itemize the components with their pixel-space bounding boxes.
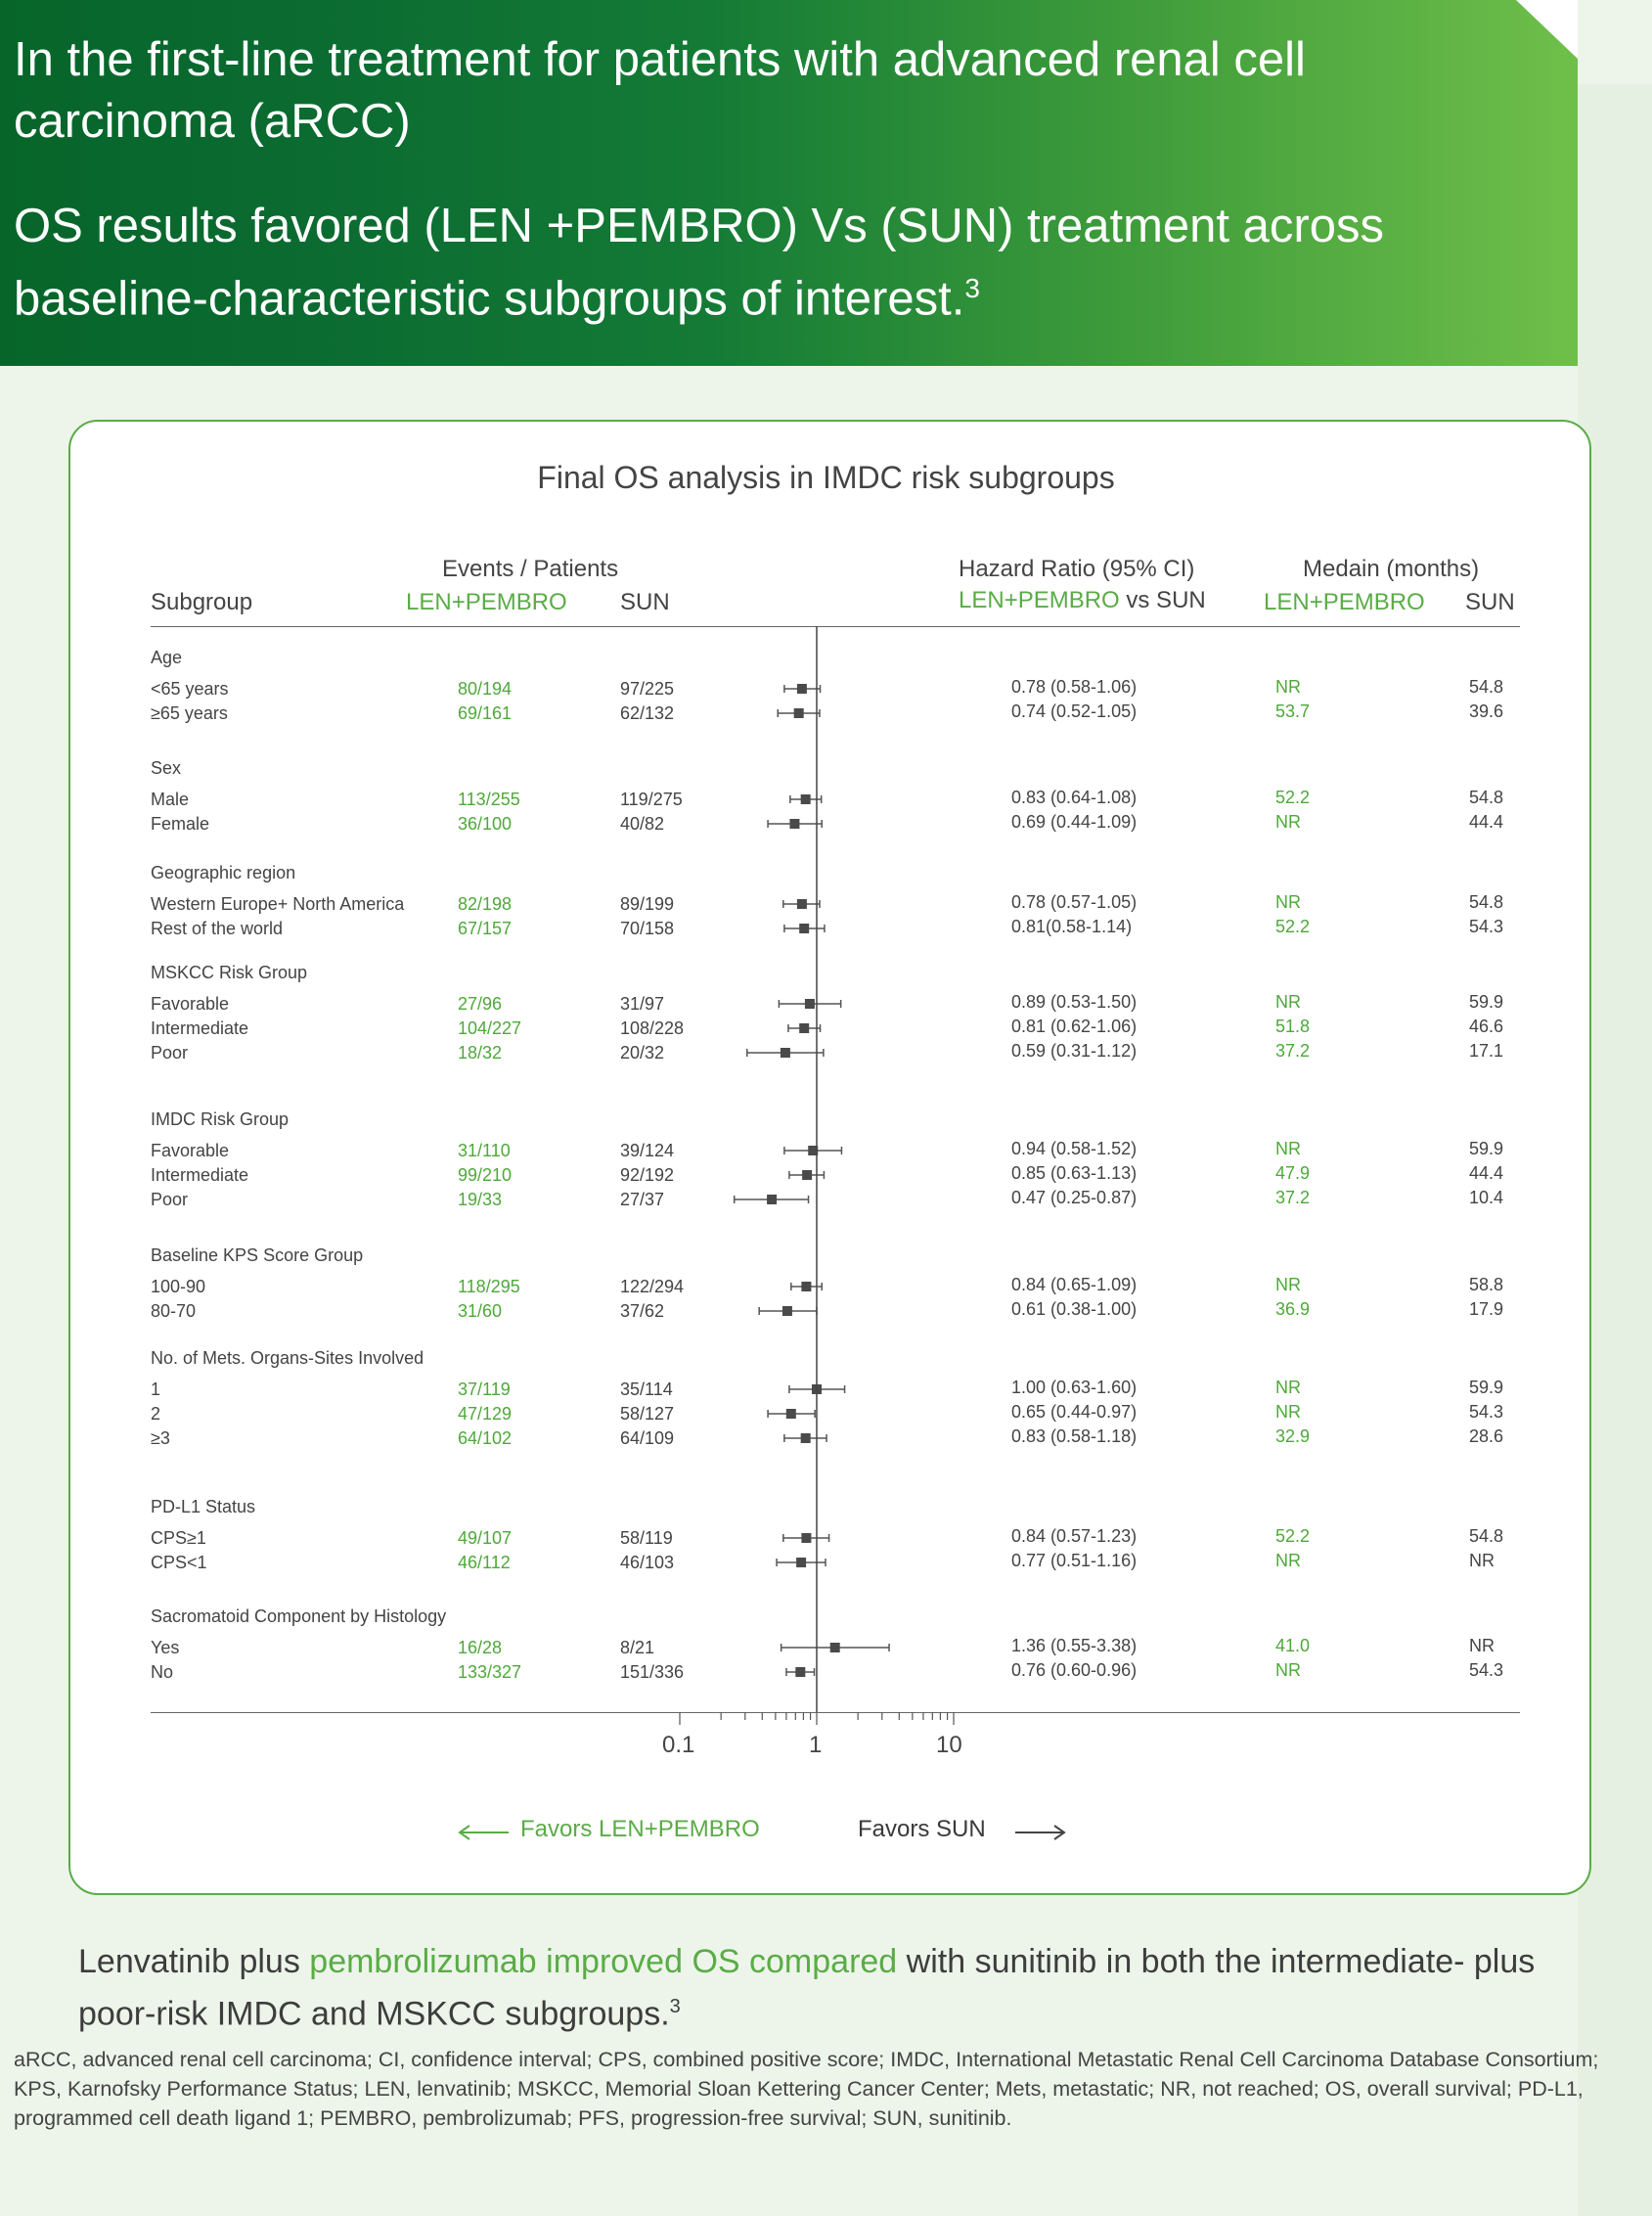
median-len-value: NR — [1275, 992, 1301, 1012]
sun-events: 92/192 — [620, 1165, 675, 1185]
median-sun-value: 54.3 — [1469, 917, 1504, 936]
x-tick-label: 0.1 — [662, 1732, 695, 1758]
median-len-value: NR — [1275, 1378, 1301, 1397]
hazard-ratio-point — [805, 999, 815, 1009]
len-pembro-events: 104/227 — [458, 1018, 522, 1038]
hazard-ratio-value: 0.81(0.58-1.14) — [1011, 917, 1133, 936]
sun-header: SUN — [620, 589, 670, 615]
len-pembro-events: 82/198 — [458, 894, 513, 914]
median-len-value: 51.8 — [1275, 1017, 1311, 1036]
median-sun-value: 44.4 — [1469, 812, 1504, 832]
hazard-ratio-value: 1.36 (0.55-3.38) — [1011, 1636, 1138, 1655]
sun-events: 119/275 — [620, 790, 683, 809]
sun-events: 58/127 — [620, 1404, 675, 1424]
sun-events: 122/294 — [620, 1277, 685, 1296]
hr-comparison-header: LEN+PEMBRO vs SUN — [959, 587, 1206, 613]
hazard-ratio-point — [801, 1282, 811, 1291]
hazard-ratio-value: 0.74 (0.52-1.05) — [1011, 701, 1138, 721]
sun-events: 31/97 — [620, 994, 665, 1014]
median-sun-value: 59.9 — [1469, 1378, 1504, 1397]
subgroup-label: Rest of the world — [151, 919, 284, 938]
median-len-value: NR — [1275, 892, 1301, 912]
hazard-ratio-value: 0.94 (0.58-1.52) — [1011, 1139, 1138, 1158]
median-sun-value: 58.8 — [1469, 1275, 1504, 1294]
hazard-ratio-value: 0.83 (0.58-1.18) — [1011, 1426, 1138, 1446]
hazard-ratio-value: 0.84 (0.57-1.23) — [1011, 1526, 1138, 1546]
median-sun-header: SUN — [1465, 589, 1515, 615]
subgroup-category: Age — [151, 648, 183, 667]
median-len-value: NR — [1275, 677, 1301, 697]
len-pembro-events: 49/107 — [458, 1528, 513, 1548]
subgroup-label: Favorable — [151, 994, 230, 1014]
hazard-ratio-value: 0.85 (0.63-1.13) — [1011, 1163, 1138, 1183]
hazard-ratio-value: 0.81 (0.62-1.06) — [1011, 1017, 1138, 1036]
median-sun-value: 17.1 — [1469, 1041, 1504, 1061]
hazard-ratio-value: 0.78 (0.57-1.05) — [1011, 892, 1138, 912]
median-sun-value: 54.3 — [1469, 1660, 1504, 1680]
subgroup-label: CPS<1 — [151, 1553, 207, 1572]
subgroup-label: Female — [151, 814, 210, 834]
len-pembro-events: 37/119 — [458, 1379, 511, 1399]
subgroup-label: Favorable — [151, 1141, 230, 1160]
len-pembro-events: 31/110 — [458, 1141, 511, 1160]
hazard-ratio-point — [767, 1195, 777, 1204]
median-len-header: LEN+PEMBRO — [1264, 589, 1425, 615]
chart-title: Final OS analysis in IMDC risk subgroups — [537, 460, 1115, 495]
subgroup-category: Geographic region — [151, 863, 296, 882]
sun-events: 97/225 — [620, 679, 675, 699]
median-len-value: 52.2 — [1275, 1526, 1311, 1546]
sun-events: 62/132 — [620, 703, 675, 723]
median-len-value: NR — [1275, 812, 1301, 832]
subgroup-category: PD-L1 Status — [151, 1497, 256, 1516]
subgroup-label: Yes — [151, 1638, 180, 1657]
len-pembro-events: 133/327 — [458, 1662, 522, 1682]
len-pembro-events: 99/210 — [458, 1165, 513, 1185]
median-len-value: 36.9 — [1275, 1299, 1311, 1319]
median-sun-value: 17.9 — [1469, 1299, 1504, 1319]
median-len-value: NR — [1275, 1139, 1301, 1158]
len-pembro-events: 69/161 — [458, 703, 513, 723]
median-sun-value: 39.6 — [1469, 701, 1504, 721]
hazard-ratio-point — [802, 1170, 812, 1180]
median-len-value: 37.2 — [1275, 1188, 1311, 1207]
sun-events: 64/109 — [620, 1428, 675, 1448]
median-sun-value: 54.8 — [1469, 677, 1504, 697]
median-sun-value: 46.6 — [1469, 1017, 1504, 1036]
subgroup-label: <65 years — [151, 679, 229, 699]
subgroup-label: Poor — [151, 1190, 189, 1209]
median-sun-value: 10.4 — [1469, 1188, 1504, 1207]
sun-events: 70/158 — [620, 919, 675, 938]
subgroup-label: 2 — [151, 1404, 161, 1424]
abbreviations-text: aRCC, advanced renal cell carcinoma; CI, confidence interval; CPS, combined positive score; IMDC, International Metastatic Renal Cell Carcinoma Database Consortium; KPS, Karnofsky Performance Status; LEN, lenvatinib; MSKCC, Memorial Sloan Kettering Cancer Center; Mets, metastatic; NR, not reached; OS, overall survival; PD-L1, programmed cell death ligand 1; PEMBRO, pembrolizumab; PFS, progression-free survival; SUN, sunitinib. — [14, 2048, 1599, 2130]
hazard-ratio-point — [799, 924, 809, 933]
median-sun-value: NR — [1469, 1551, 1495, 1570]
favors-left-label: Favors LEN+PEMBRO — [520, 1816, 760, 1842]
median-sun-value: 59.9 — [1469, 992, 1504, 1012]
sun-events: 39/124 — [620, 1141, 675, 1160]
median-sun-value: 59.9 — [1469, 1139, 1504, 1158]
len-pembro-events: 18/32 — [458, 1043, 503, 1063]
hazard-ratio-point — [801, 1433, 811, 1443]
favors-right-label: Favors SUN — [858, 1816, 986, 1842]
len-pembro-events: 80/194 — [458, 679, 513, 699]
median-len-value: NR — [1275, 1275, 1301, 1294]
median-len-value: 47.9 — [1275, 1163, 1311, 1183]
median-sun-value: 44.4 — [1469, 1163, 1504, 1183]
hazard-ratio-point — [794, 708, 804, 718]
subgroup-label: No — [151, 1662, 174, 1682]
len-pembro-events: 67/157 — [458, 919, 513, 938]
len-pembro-events: 31/60 — [458, 1301, 503, 1321]
hazard-ratio-point — [797, 899, 807, 909]
median-sun-value: NR — [1469, 1636, 1495, 1655]
hazard-ratio-value: 0.78 (0.58-1.06) — [1011, 677, 1138, 697]
hazard-ratio-point — [789, 819, 799, 829]
len-pembro-events: 27/96 — [458, 994, 503, 1014]
median-sun-value: 28.6 — [1469, 1426, 1504, 1446]
sun-events: 58/119 — [620, 1528, 673, 1548]
hazard-ratio-point — [830, 1643, 840, 1652]
banner-title: In the first-line treatment for patients with advanced renal cell carcinoma (aRCC) — [14, 33, 1306, 148]
subgroup-category: No. of Mets. Organs-Sites Involved — [151, 1348, 424, 1368]
subgroup-label: Intermediate — [151, 1165, 249, 1185]
sun-events: 27/37 — [620, 1190, 665, 1209]
sun-events: 40/82 — [620, 814, 665, 834]
median-len-value: 32.9 — [1275, 1426, 1311, 1446]
hazard-ratio-point — [801, 1533, 811, 1543]
hazard-ratio-value: 0.76 (0.60-0.96) — [1011, 1660, 1138, 1680]
median-sun-value: 54.8 — [1469, 892, 1504, 912]
len-pembro-events: 47/129 — [458, 1404, 513, 1424]
median-len-value: 52.2 — [1275, 917, 1311, 936]
hazard-ratio-value: 0.77 (0.51-1.16) — [1011, 1551, 1138, 1570]
conclusion-text: Lenvatinib plus pembrolizumab improved OS compared with sunitinib in both the intermediate- plus poor-risk IMDC and MSKCC subgroups.$^3$ — [78, 1943, 1536, 2033]
subgroup-label: ≥65 years — [151, 703, 228, 723]
median-len-value: NR — [1275, 1551, 1301, 1570]
subgroup-category: Baseline KPS Score Group — [151, 1245, 364, 1265]
len-pembro-events: 64/102 — [458, 1428, 513, 1448]
x-tick-label: 10 — [936, 1732, 962, 1758]
len-pembro-events: 46/112 — [458, 1553, 511, 1572]
hazard-ratio-point — [801, 794, 811, 804]
subgroup-label: 100-90 — [151, 1277, 206, 1296]
median-sun-value: 54.8 — [1469, 788, 1504, 807]
median-len-value: NR — [1275, 1402, 1301, 1422]
sun-events: 8/21 — [620, 1638, 655, 1657]
sun-events: 37/62 — [620, 1301, 665, 1321]
hazard-ratio-value: 0.61 (0.38-1.00) — [1011, 1299, 1138, 1319]
sun-events: 108/228 — [620, 1018, 685, 1038]
len-pembro-events: 19/33 — [458, 1190, 503, 1209]
sun-events: 46/103 — [620, 1553, 675, 1572]
len-pembro-events: 118/295 — [458, 1277, 520, 1296]
subgroup-label: ≥3 — [151, 1428, 170, 1448]
median-len-value: 37.2 — [1275, 1041, 1311, 1061]
subgroup-label: Male — [151, 790, 190, 809]
hazard-ratio-point — [796, 1558, 806, 1567]
median-header: Medain (months) — [1303, 556, 1480, 582]
median-len-value: 41.0 — [1275, 1636, 1311, 1655]
hazard-ratio-point — [795, 1667, 805, 1677]
sun-events: 20/32 — [620, 1043, 665, 1063]
subgroup-label: Intermediate — [151, 1018, 249, 1038]
subgroup-label: 1 — [151, 1379, 161, 1399]
subgroup-category: IMDC Risk Group — [151, 1109, 290, 1129]
median-len-value: 52.2 — [1275, 788, 1311, 807]
subgroup-header: Subgroup — [151, 589, 253, 615]
sun-events: 89/199 — [620, 894, 675, 914]
hazard-ratio-value: 0.84 (0.65-1.09) — [1011, 1275, 1138, 1294]
median-len-value: 53.7 — [1275, 701, 1311, 721]
hazard-ratio-value: 0.69 (0.44-1.09) — [1011, 812, 1138, 832]
x-tick-label: 1 — [809, 1732, 823, 1758]
median-len-value: NR — [1275, 1660, 1301, 1680]
hazard-ratio-point — [782, 1306, 792, 1316]
hazard-ratio-value: 0.59 (0.31-1.12) — [1011, 1041, 1138, 1061]
subgroup-label: CPS≥1 — [151, 1528, 206, 1548]
banner-subtitle: OS results favored (LEN +PEMBRO) Vs (SUN) treatment across baseline-characteristic subgroups of interest.$^3$ — [14, 200, 1384, 326]
median-sun-value: 54.3 — [1469, 1402, 1504, 1422]
hazard-ratio-value: 0.65 (0.44-0.97) — [1011, 1402, 1138, 1422]
hazard-ratio-point — [781, 1048, 790, 1058]
subgroup-label: Poor — [151, 1043, 189, 1063]
subgroup-category: MSKCC Risk Group — [151, 963, 308, 982]
hazard-ratio-value: 0.47 (0.25-0.87) — [1011, 1188, 1138, 1207]
subgroup-category: Sex — [151, 758, 182, 778]
hazard-ratio-value: 0.89 (0.53-1.50) — [1011, 992, 1138, 1012]
len-pembro-events: 16/28 — [458, 1638, 503, 1657]
hazard-ratio-point — [799, 1023, 809, 1033]
hazard-ratio-header: Hazard Ratio (95% CI) — [959, 556, 1195, 582]
hazard-ratio-point — [797, 684, 807, 694]
subgroup-category: Sacromatoid Component by Histology — [151, 1606, 447, 1626]
sun-events: 151/336 — [620, 1662, 685, 1682]
hazard-ratio-point — [786, 1409, 796, 1419]
len-pembro-events: 113/255 — [458, 790, 520, 809]
len-pembro-header: LEN+PEMBRO — [406, 589, 567, 615]
sun-events: 35/114 — [620, 1379, 673, 1399]
len-pembro-events: 36/100 — [458, 814, 513, 834]
events-patients-header: Events / Patients — [442, 556, 619, 582]
hazard-ratio-value: 1.00 (0.63-1.60) — [1011, 1378, 1138, 1397]
subgroup-label: Western Europe+ North America — [151, 894, 405, 914]
hazard-ratio-value: 0.83 (0.64-1.08) — [1011, 788, 1138, 807]
median-sun-value: 54.8 — [1469, 1526, 1504, 1546]
subgroup-label: 80-70 — [151, 1301, 197, 1321]
